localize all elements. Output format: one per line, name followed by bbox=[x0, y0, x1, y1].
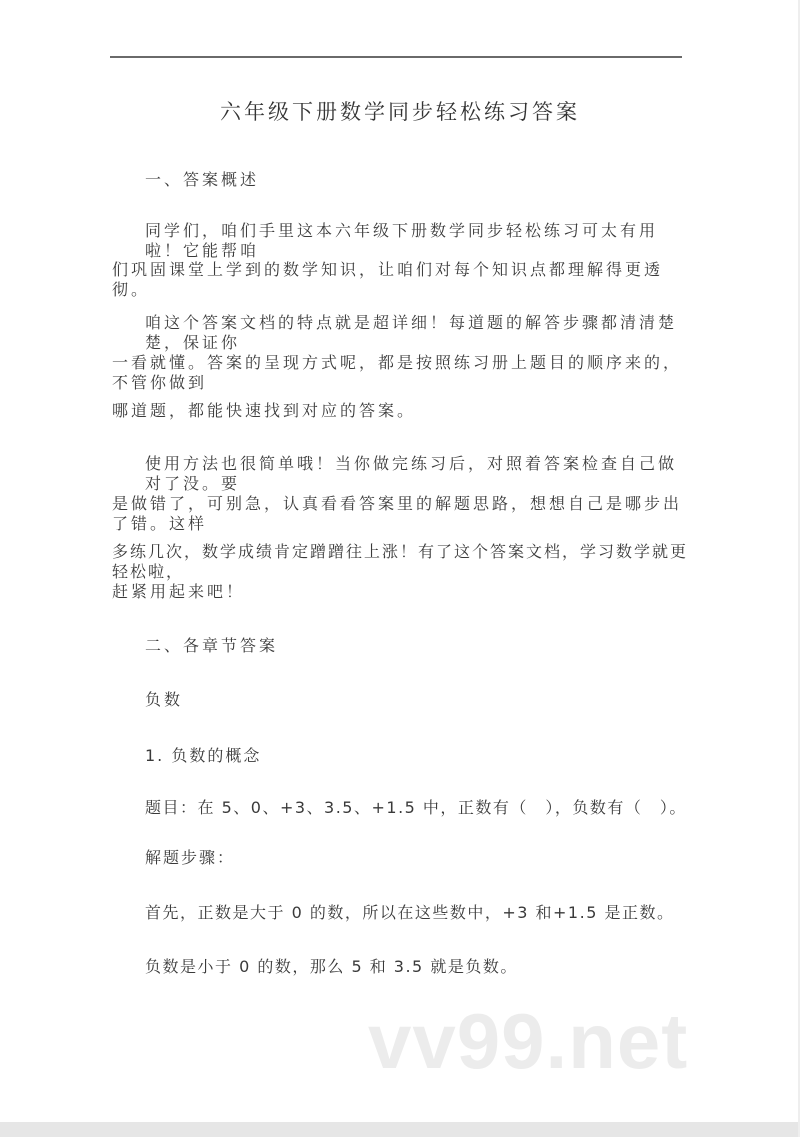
question-text: 题目：在 5、0、+3、3.5、+1.5 中，正数有（ ），负数有（ ）。 bbox=[145, 798, 687, 817]
watermark: vv99.net bbox=[368, 997, 689, 1085]
steps-label: 解题步骤： bbox=[145, 848, 236, 867]
section-heading-chapters: 二、各章节答案 bbox=[145, 636, 279, 655]
document-title: 六年级下册数学同步轻松练习答案 bbox=[220, 100, 580, 124]
paragraph-line: 赶紧用起来吧！ bbox=[112, 582, 246, 601]
paragraph-line: 们巩固课堂上学到的数学知识，让咱们对每个知识点都理解得更透彻。 bbox=[112, 260, 664, 299]
page-bottom-edge bbox=[0, 1122, 800, 1137]
section-heading-overview: 一、答案概述 bbox=[145, 170, 260, 189]
paragraph-line: 哪道题，都能快速找到对应的答案。 bbox=[112, 401, 417, 420]
paragraph-line: 同学们，咱们手里这本六年级下册数学同步轻松练习可太有用啦！它能帮咱 bbox=[145, 221, 659, 260]
header-rule bbox=[110, 56, 682, 58]
step-text: 负数是小于 0 的数，那么 5 和 3.5 就是负数。 bbox=[145, 957, 518, 976]
chapter-title: 负数 bbox=[145, 690, 184, 709]
paragraph-line: 是做错了，可别急，认真看看答案里的解题思路，想想自己是哪步出了错。这样 bbox=[112, 494, 683, 533]
paragraph-line: 使用方法也很简单哦！当你做完练习后，对照着答案检查自己做对了没。要 bbox=[145, 454, 678, 493]
topic-title: 1. 负数的概念 bbox=[145, 746, 262, 765]
paragraph-line: 一看就懂。答案的呈现方式呢，都是按照练习册上题目的顺序来的，不管你做到 bbox=[112, 353, 683, 392]
paragraph-line: 多练几次，数学成绩肯定蹭蹭往上涨！有了这个答案文档，学习数学就更轻松啦， bbox=[112, 542, 689, 581]
paragraph-line: 咱这个答案文档的特点就是超详细！每道题的解答步骤都清清楚楚，保证你 bbox=[145, 313, 678, 352]
step-text: 首先，正数是大于 0 的数，所以在这些数中，+3 和+1.5 是正数。 bbox=[145, 903, 675, 922]
